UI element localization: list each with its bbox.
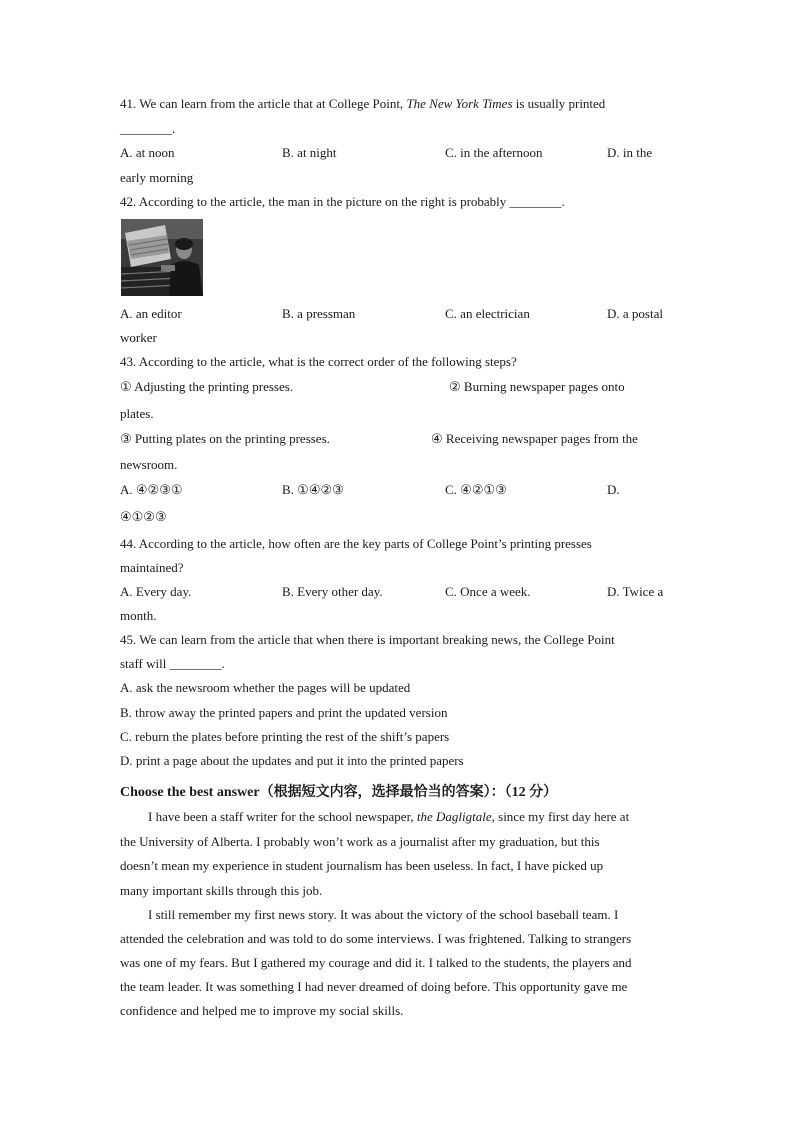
passage-p2-line2: attended the celebration and was told to do some interviews. I was frightened. Talking to strangers xyxy=(120,931,632,946)
q45-stem-cont: staff will ________. xyxy=(120,656,225,671)
q42-option-d[interactable]: D. a postal xyxy=(607,306,663,321)
passage-p1-line4: many important skills through this job. xyxy=(120,883,323,898)
q44-option-d-cont: month. xyxy=(120,608,157,623)
q43-step-4-cont: newsroom. xyxy=(120,457,178,472)
q41-option-a[interactable]: A. at noon xyxy=(120,145,175,160)
q41-stem xyxy=(120,96,605,112)
passage-p2-line1: I still remember my first news story. It was about the victory of the school baseball team. I xyxy=(148,907,619,922)
passage-p1-line2: the University of Alberta. I probably won’t work as a journalist after my graduation, but this xyxy=(120,834,600,849)
q43-step-2-cont: plates. xyxy=(120,406,154,421)
q41-blank: ________. xyxy=(120,121,176,136)
q45-option-b[interactable]: B. throw away the printed papers and print the updated version xyxy=(120,705,448,720)
q43-option-d[interactable]: D. xyxy=(607,482,620,497)
passage-text: I have been a staff writer for the school newspaper, xyxy=(148,809,417,824)
q43-step-1: ① Adjusting the printing presses. xyxy=(120,379,294,394)
q45-option-a[interactable]: A. ask the newsroom whether the pages will be updated xyxy=(120,680,411,695)
passage-text: , since my first day here at xyxy=(491,809,630,824)
q41-option-d-cont: early morning xyxy=(120,170,194,185)
q43-option-b[interactable]: B. ①④②③ xyxy=(282,482,344,497)
section-heading: Choose the best answer（根据短文内容，选择最恰当的答案）：（12 分） xyxy=(120,785,558,800)
q43-option-a[interactable]: A. ④②③① xyxy=(120,482,183,497)
q45-option-c[interactable]: C. reburn the plates before printing the rest of the shift’s papers xyxy=(120,729,450,744)
q43-step-3: ③ Putting plates on the printing presses. xyxy=(120,431,330,446)
passage-p1-line1 xyxy=(148,809,629,825)
q41-stem-text-end: is usually printed xyxy=(512,96,606,111)
q45-stem: 45. We can learn from the article that when there is important breaking news, the College Point xyxy=(120,632,615,647)
q42-option-c[interactable]: C. an electrician xyxy=(445,306,530,321)
q44-option-d[interactable]: D. Twice a xyxy=(607,584,664,599)
q44-stem-cont: maintained? xyxy=(120,560,184,575)
q43-option-c[interactable]: C. ④②①③ xyxy=(445,482,507,497)
passage-p2-line5: confidence and helped me to improve my social skills. xyxy=(120,1003,404,1018)
passage-p1-line3: doesn’t mean my experience in student journalism has been useless. In fact, I have picked up xyxy=(120,858,604,873)
q44-option-a[interactable]: A. Every day. xyxy=(120,584,192,599)
q41-option-b[interactable]: B. at night xyxy=(282,145,337,160)
newspaper-name: the Dagligtale xyxy=(416,809,492,824)
q44-option-c[interactable]: C. Once a week. xyxy=(445,584,531,599)
q44-stem: 44. According to the article, how often are the key parts of College Point’s printing presses xyxy=(120,536,592,551)
passage-p2-line3: was one of my fears. But I gathered my courage and did it. I talked to the students, the players and xyxy=(120,955,632,970)
q44-option-b[interactable]: B. Every other day. xyxy=(282,584,383,599)
q42-stem: 42. According to the article, the man in the picture on the right is probably ________. xyxy=(120,194,565,209)
q41-option-c[interactable]: C. in the afternoon xyxy=(445,145,543,160)
q43-step-2: ② Burning newspaper pages onto xyxy=(449,379,625,394)
q45-option-d[interactable]: D. print a page about the updates and put it into the printed papers xyxy=(120,753,464,768)
q42-option-d-cont: worker xyxy=(120,330,157,345)
q43-step-4: ④ Receiving newspaper pages from the xyxy=(431,431,638,446)
q42-option-b[interactable]: B. a pressman xyxy=(282,306,356,321)
pressman-photo xyxy=(121,219,203,296)
q41-newspaper-title: The New York Times xyxy=(406,96,513,111)
passage-p2-line4: the team leader. It was something I had never dreamed of doing before. This opportunity gave me xyxy=(120,979,628,994)
q42-option-a[interactable]: A. an editor xyxy=(120,306,182,321)
q43-stem: 43. According to the article, what is the correct order of the following steps? xyxy=(120,354,517,369)
q41-stem-text: 41. We can learn from the article that at College Point, xyxy=(120,96,407,111)
q43-option-d-cont: ④①②③ xyxy=(120,509,167,524)
q41-option-d[interactable]: D. in the xyxy=(607,145,653,160)
